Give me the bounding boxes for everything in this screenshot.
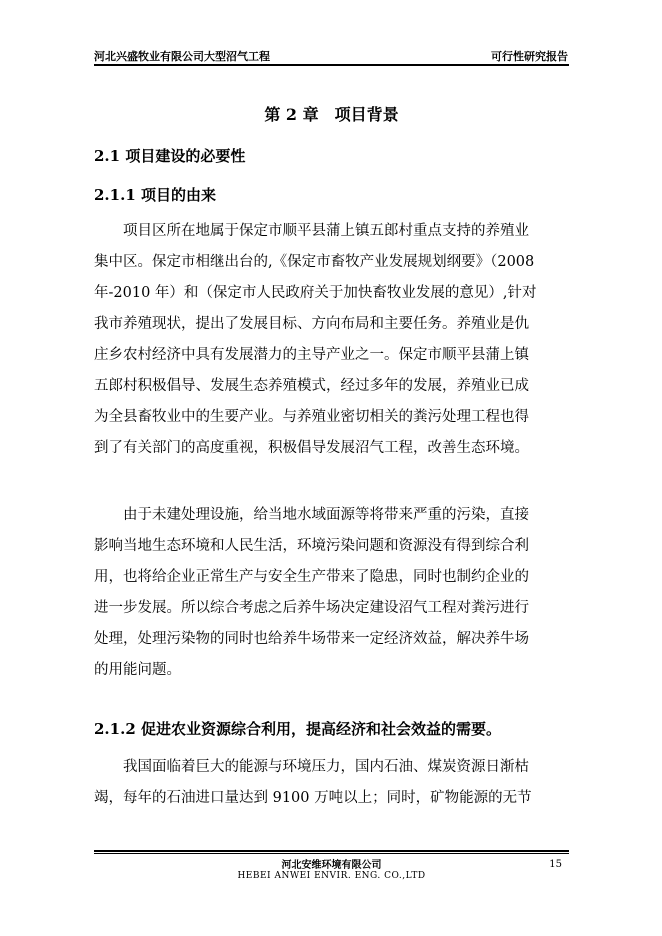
page-number: 15 <box>549 859 562 870</box>
text-line: 的用能问题。 <box>94 662 181 678</box>
text-line: 项目区所在地属于保定市顺平县蒲上镇五郎村重点支持的养殖业 <box>123 223 529 239</box>
text-line: 竭，每年的石油进口量达到 9100 万吨以上；同时，矿物能源的无节 <box>94 790 532 806</box>
header-right-title: 可行性研究报告 <box>491 50 568 63</box>
text-line: 集中区。保定市相继出台的,《保定市畜牧产业发展规划纲要》（2008 <box>94 254 535 270</box>
footer-rule-thin <box>94 853 569 854</box>
header-left-title: 河北兴盛牧业有限公司大型沼气工程 <box>94 50 270 63</box>
text-line: 五郎村积极倡导、发展生态养殖模式，经过多年的发展，养殖业已成 <box>94 378 529 394</box>
text-line: 到了有关部门的高度重视，积极倡导发展沼气工程，改善生态环境。 <box>94 440 529 456</box>
text-line: 为全县畜牧业中的生要产业。与养殖业密切相关的粪污处理工程也得 <box>94 409 529 425</box>
section-heading-2-1-2: 2.1.2 促进农业资源综合利用，提高经济和社会效益的需要。 <box>94 720 501 738</box>
header-rule <box>94 64 569 66</box>
chapter-title: 第 2 章 项目背景 <box>264 105 399 124</box>
paragraph-pollution <box>94 500 569 686</box>
text-line: 用，也将给企业正常生产与安全生产带来了隐患，同时也制约企业的 <box>94 569 529 585</box>
paragraph-origin <box>94 216 569 464</box>
text-line: 处理，处理污染物的同时也给养牛场带来一定经济效益，解决养牛场 <box>94 631 529 647</box>
section-heading-2-1-1: 2.1.1 项目的由来 <box>94 186 216 204</box>
text-line: 进一步发展。所以综合考虑之后养牛场决定建设沼气工程对粪污进行 <box>94 600 529 616</box>
text-line: 影响当地生态环境和人民生活，环境污染问题和资源没有得到综合利 <box>94 538 529 554</box>
section-heading-2-1: 2.1 项目建设的必要性 <box>94 147 246 165</box>
text-line: 由于未建处理设施，给当地水域面源等将带来严重的污染，直接 <box>123 507 529 523</box>
text-line: 庄乡农村经济中具有发展潜力的主导产业之一。保定市顺平县蒲上镇 <box>94 347 529 363</box>
text-line: 我市养殖现状，提出了发展目标、方向布局和主要任务。养殖业是仇 <box>94 316 529 332</box>
text-line: 年-2010 年）和（保定市人民政府关于加快畜牧业发展的意见）,针对 <box>94 285 537 301</box>
paragraph-energy <box>94 752 569 814</box>
footer-company: 河北安维环境有限公司 <box>281 860 382 871</box>
footer-rule-thick <box>94 850 569 852</box>
text-line: 我国面临着巨大的能源与环境压力，国内石油、煤炭资源日渐枯 <box>123 759 529 775</box>
footer-company-english: HEBEI ANWEI ENVIR. ENG. CO.,LTD <box>237 871 426 881</box>
